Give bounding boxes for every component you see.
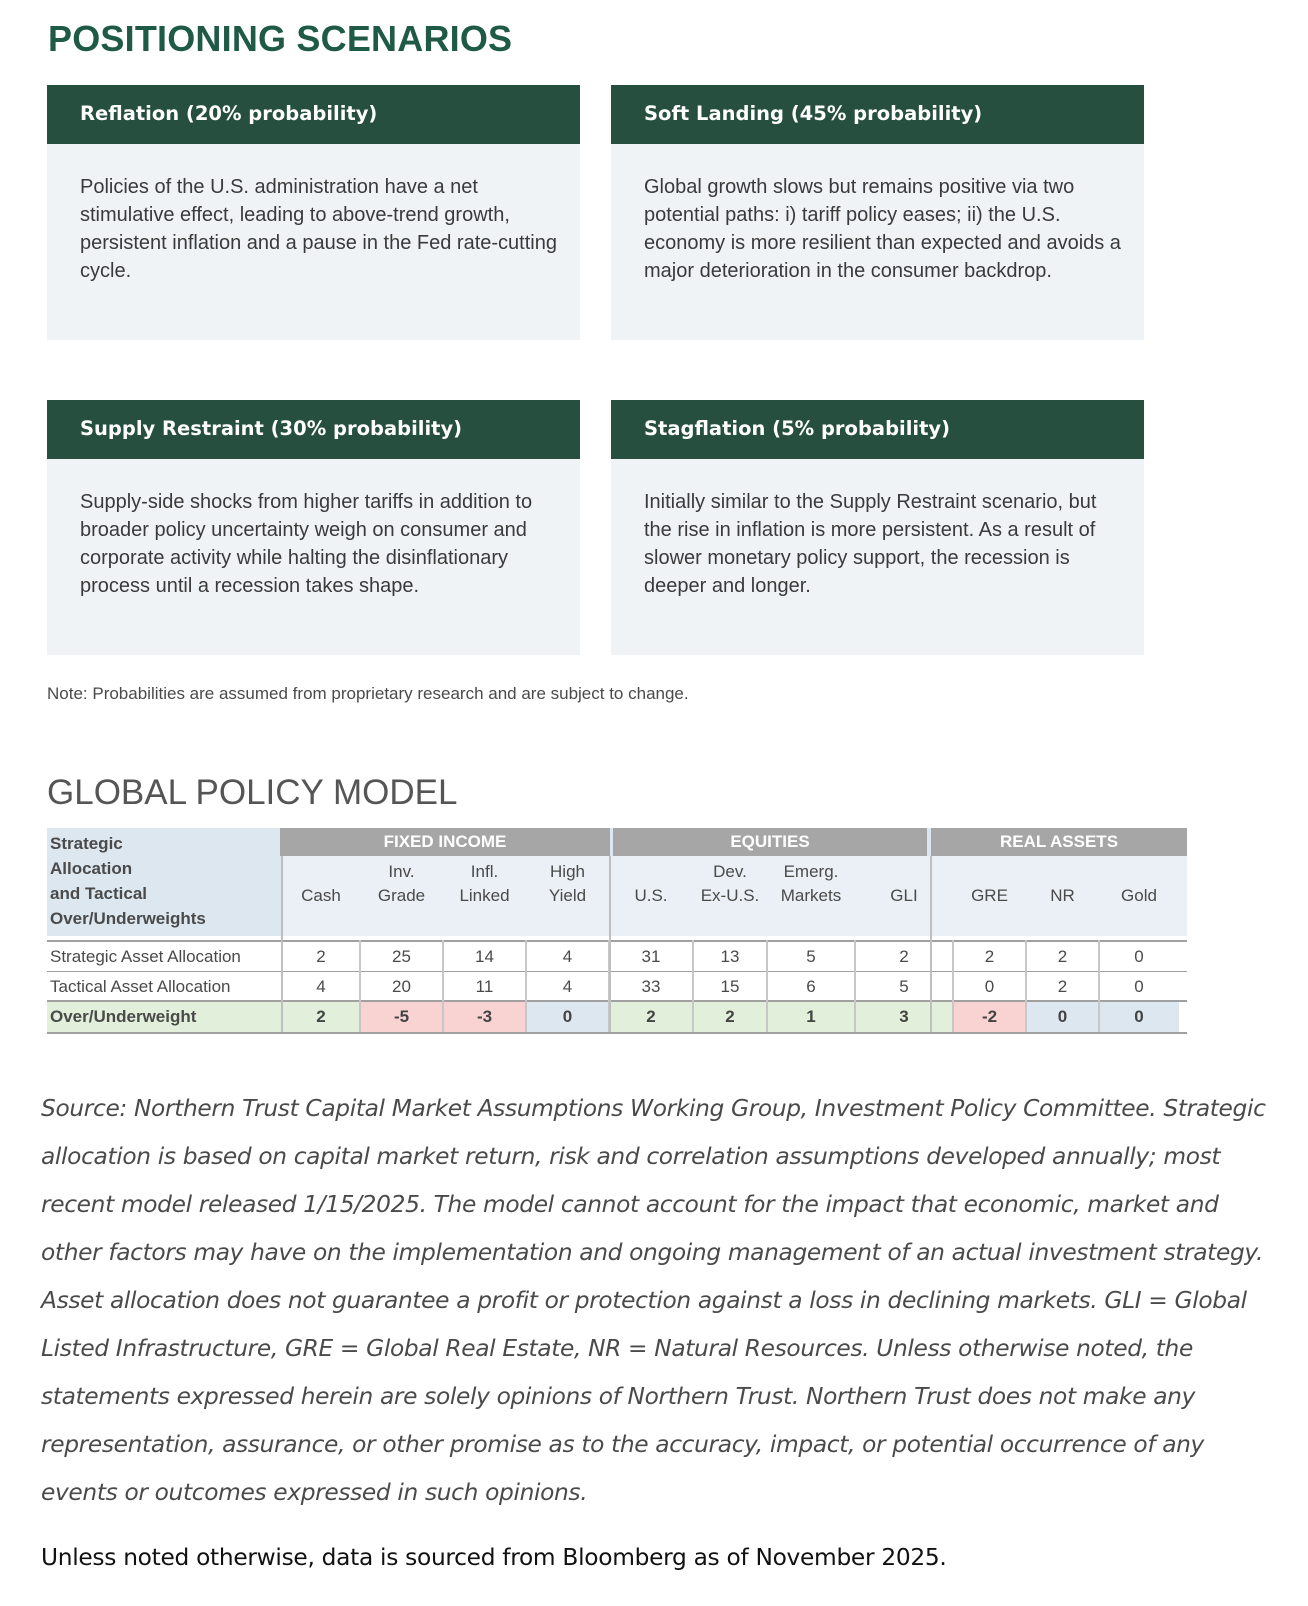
column-header: Emerg. xyxy=(783,862,839,881)
table-cell: 4 xyxy=(562,977,573,996)
group-divider xyxy=(930,856,932,1032)
over-underweight-cell: 0 xyxy=(526,1002,609,1032)
column-header: Inv. xyxy=(388,862,415,881)
table-cell: 0 xyxy=(1134,947,1144,966)
table-cell: 14 xyxy=(475,947,494,966)
column-divider xyxy=(1098,940,1100,1032)
section-title: GLOBAL POLICY MODEL xyxy=(47,773,458,812)
group-header: FIXED INCOME xyxy=(280,828,610,856)
scenario-card-title: Soft Landing (45% probability) xyxy=(611,85,1144,144)
scenario-card-title: Reflation (20% probability) xyxy=(47,85,580,144)
column-header: High xyxy=(550,862,585,881)
table-cell: 33 xyxy=(641,977,661,996)
column-header: Yield xyxy=(548,886,587,905)
corner-label-line: Over/Underweights xyxy=(50,909,206,928)
column-divider xyxy=(359,940,361,1032)
row-label: Over/Underweight xyxy=(50,1007,197,1026)
column-header: Gold xyxy=(1121,886,1157,905)
table-cell: 13 xyxy=(720,947,740,966)
source-note: Source: Northern Trust Capital Market Assumptions Working Group, Investment Policy Committee. Strategic allocation is based on capital market return, risk and correlation assumptions developed annually; most recent model released 1/15/2025. The model cannot account for the impact that economic, market and other factors may have on the implementation and ongoing management of an actual investment strategy. Asset allocation does not guarantee a profit or protection against a loss in declining markets. GLI = Global Listed Infrastructure, GRE = Global Real Estate, NR = Natural Resources. Unless otherwise noted, the statements expressed herein are solely opinions of Northern Trust. Northern Trust does not make any representation, assurance, or other promise as to the accuracy, impact, or potential occurrence of any events or outcomes expressed in such opinions. xyxy=(41,1095,1266,1506)
row-label: Tactical Asset Allocation xyxy=(50,977,231,996)
column-header: NR xyxy=(1050,886,1075,905)
table-rule xyxy=(47,971,1187,972)
column-header: Ex-U.S. xyxy=(700,886,760,905)
corner-label-line: Strategic xyxy=(50,834,123,853)
scenario-card-text: Policies of the U.S. administration have a net stimulative effect, leading to above-trend growth, persistent inflation and a pause in the Fed rate-cutting cycle. xyxy=(80,176,557,282)
scenario-card-soft-landing xyxy=(611,85,1144,340)
over-underweight-cell: 2 xyxy=(693,1002,767,1032)
group-divider xyxy=(609,856,611,1032)
table-cell: 2 xyxy=(316,947,326,966)
table-cell: 2 xyxy=(984,947,995,966)
table-cell: 25 xyxy=(392,947,411,966)
table-rule xyxy=(47,1032,1187,1034)
over-underweight-cell: 0 xyxy=(1026,1002,1099,1032)
scenario-card-stagflation xyxy=(611,400,1144,655)
column-header: U.S. xyxy=(634,886,668,905)
table-cell: 4 xyxy=(562,947,573,966)
over-underweight-cell: 0 xyxy=(1099,1002,1179,1032)
column-divider xyxy=(525,940,527,1032)
scenario-card-reflation xyxy=(47,85,580,340)
scenario-card-text: Supply-side shocks from higher tariffs in addition to broader policy uncertainty weigh on consumer and corporate activity while halting the disinflationary process until a recession takes shape. xyxy=(80,491,533,597)
table-cell: 5 xyxy=(806,947,816,966)
over-underweight-cell: 3 xyxy=(855,1002,953,1032)
column-divider xyxy=(1025,940,1027,1032)
table-cell: 0 xyxy=(984,977,995,996)
column-divider xyxy=(692,940,694,1032)
column-divider xyxy=(442,940,444,1032)
over-underweight-cell: -5 xyxy=(360,1002,443,1032)
column-header: GLI xyxy=(890,886,918,905)
table-cell: 4 xyxy=(316,977,326,996)
table-cell: 2 xyxy=(1057,977,1068,996)
table-cell: 0 xyxy=(1134,977,1144,996)
scenario-card-supply-restraint xyxy=(47,400,580,655)
table-rule xyxy=(47,940,1187,942)
table-cell: 6 xyxy=(806,977,816,996)
scenario-card-text: Initially similar to the Supply Restraint scenario, but the rise in inflation is more persistent. As a result of slower monetary policy support, the recession is deeper and longer. xyxy=(644,491,1097,597)
table-rule xyxy=(47,1000,1187,1002)
probability-note: Note: Probabilities are assumed from proprietary research and are subject to change. xyxy=(47,684,689,703)
page-title: POSITIONING SCENARIOS xyxy=(48,18,513,59)
column-header: Dev. xyxy=(713,862,747,881)
column-divider xyxy=(952,940,954,1032)
column-header: Linked xyxy=(459,886,510,905)
corner-label-line: and Tactical xyxy=(50,884,147,903)
table-cell: 2 xyxy=(1057,947,1068,966)
scenario-card-title: Stagflation (5% probability) xyxy=(611,400,1144,459)
column-header: Grade xyxy=(377,886,426,905)
table-cell: 5 xyxy=(899,977,909,996)
column-header: Infl. xyxy=(470,862,499,881)
table-cell: 20 xyxy=(392,977,411,996)
over-underweight-cell: -2 xyxy=(953,1002,1026,1032)
policy-model-table xyxy=(47,828,1187,1030)
scenario-card-title: Supply Restraint (30% probability) xyxy=(47,400,580,459)
group-divider xyxy=(281,856,283,1032)
over-underweight-cell: -3 xyxy=(443,1002,526,1032)
column-header: GRE xyxy=(971,886,1008,905)
data-source-footer: Unless noted otherwise, data is sourced from Bloomberg as of November 2025. xyxy=(41,1544,947,1571)
column-header: Markets xyxy=(780,886,842,905)
column-header: Cash xyxy=(301,886,341,905)
over-underweight-cell: 2 xyxy=(282,1002,360,1032)
table-cell: 11 xyxy=(475,977,494,996)
group-header: EQUITIES xyxy=(613,828,927,856)
table-cell: 31 xyxy=(641,947,661,966)
over-underweight-cell: 1 xyxy=(767,1002,855,1032)
table-cell: 2 xyxy=(899,947,909,966)
corner-label-line: Allocation xyxy=(50,859,133,878)
scenario-card-text: Global growth slows but remains positive via two potential paths: i) tariff policy eases; ii) the U.S. economy is more resilient than expected and avoids a major deterioration in the consumer backdrop. xyxy=(644,176,1121,282)
column-divider xyxy=(766,940,768,1032)
column-divider xyxy=(854,940,856,1032)
table-cell: 15 xyxy=(720,977,740,996)
over-underweight-cell: 2 xyxy=(609,1002,693,1032)
group-header: REAL ASSETS xyxy=(931,828,1187,856)
row-label: Strategic Asset Allocation xyxy=(50,947,241,966)
